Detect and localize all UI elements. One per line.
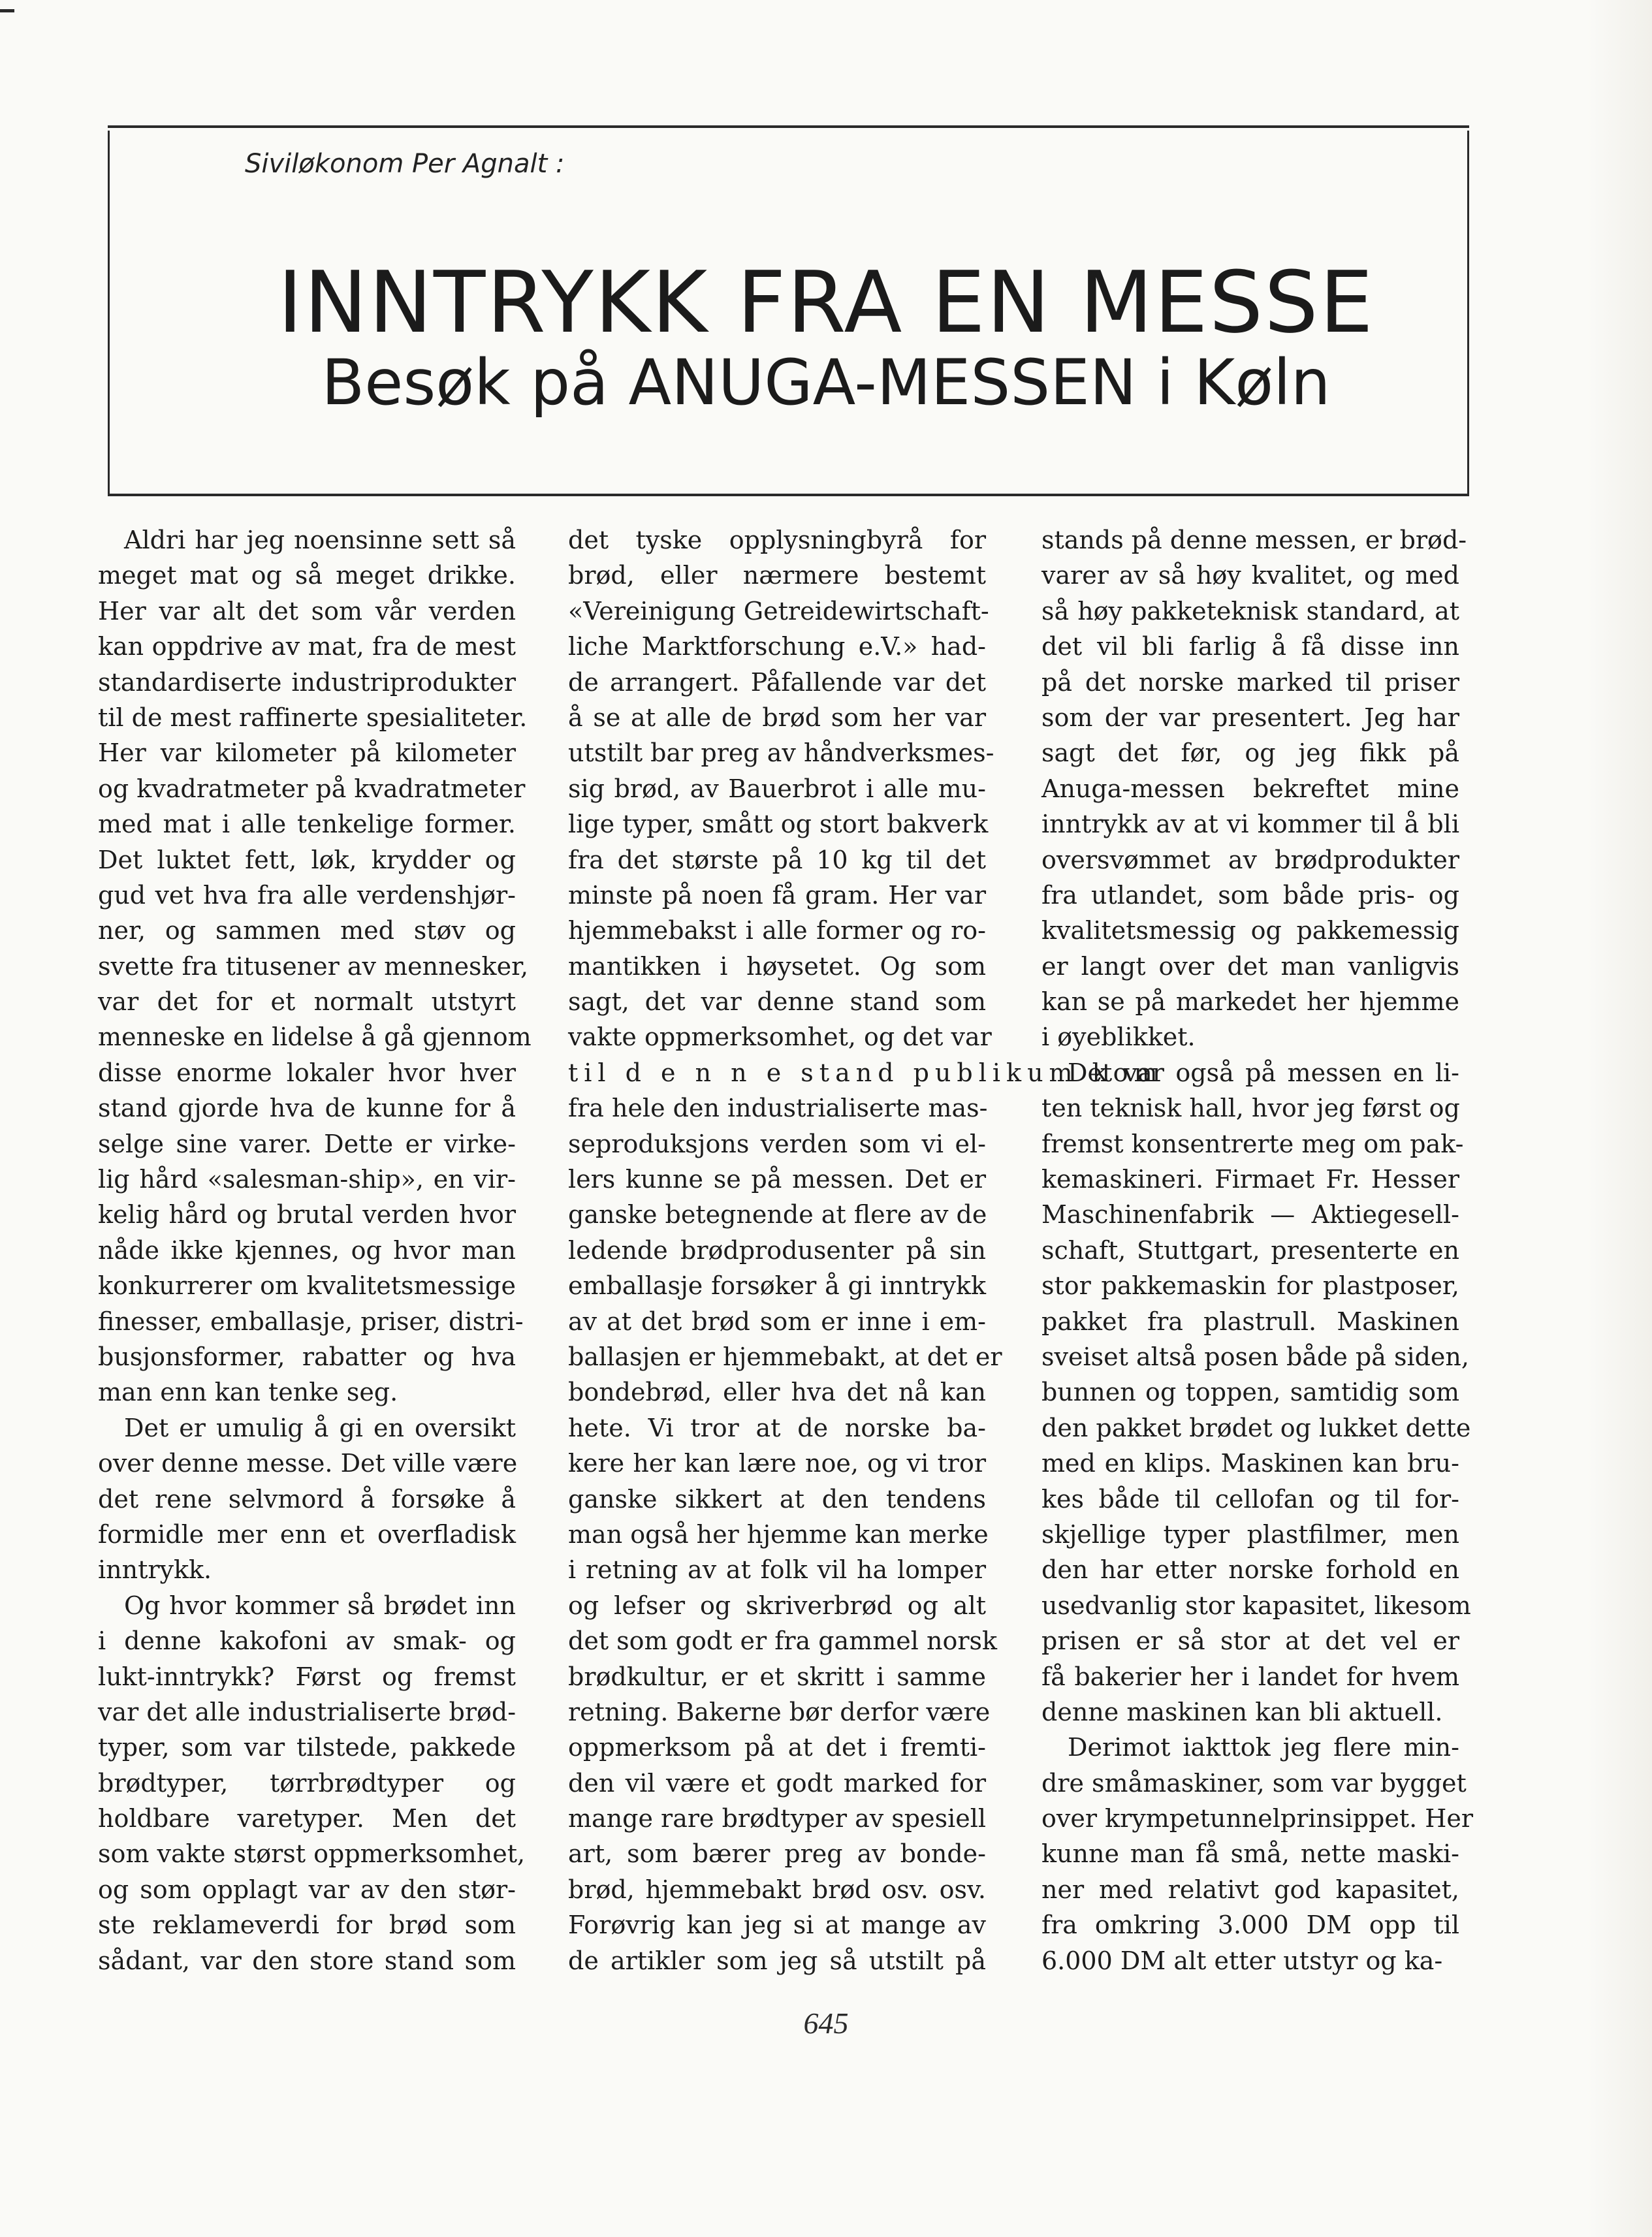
scan-corner-mark xyxy=(0,9,14,12)
text-line: Anuga-messen bekreftet mine xyxy=(1041,774,1459,803)
text-line: kere her kan lære noe, og vi tror xyxy=(568,1449,986,1478)
text-line: ledende brødprodusenter på sin xyxy=(568,1235,986,1265)
text-line: fra det største på 10 kg til det xyxy=(568,845,986,874)
text-line: typer, som var tilstede, pakkede xyxy=(98,1733,516,1762)
text-line: Aldri har jeg noensinne sett så xyxy=(124,526,516,554)
text-line: den har etter norske forhold en xyxy=(1041,1555,1459,1585)
text-line: så høy pakketeknisk standard, at xyxy=(1041,596,1459,626)
text-line: finesser, emballasje, priser, distri- xyxy=(98,1307,524,1336)
text-line: stand gjorde hva de kunne for å xyxy=(98,1094,516,1123)
text-line: de artikler som jeg så utstilt på xyxy=(568,1946,986,1975)
text-line: brødtyper, tørrbrødtyper og xyxy=(98,1768,516,1798)
text-line: Og hvor kommer så brødet inn xyxy=(124,1591,516,1620)
text-line: Det var også på messen en li- xyxy=(1068,1058,1459,1087)
text-line: den pakket brødet og lukket dette xyxy=(1041,1413,1471,1442)
text-column-3 xyxy=(1041,522,1474,1978)
text-line: av at det brød som er inne i em- xyxy=(568,1307,986,1336)
text-line: man enn kan tenke seg. xyxy=(98,1378,398,1407)
text-line: busjonsformer, rabatter og hva xyxy=(98,1342,516,1371)
text-line: ner, og sammen med støv og xyxy=(98,916,516,945)
text-line: holdbare varetyper. Men det xyxy=(98,1804,516,1833)
text-line: dre småmaskiner, som var bygget xyxy=(1041,1768,1467,1798)
text-line: kunne man få små, nette maski- xyxy=(1041,1839,1459,1869)
text-line: kemaskineri. Firmaet Fr. Hesser xyxy=(1041,1165,1459,1194)
text-line: Maschinenfabrik — Aktiegesell- xyxy=(1041,1200,1459,1230)
text-line: Her var alt det som vår verden xyxy=(98,596,516,626)
text-line: stor pakkemaskin for plastposer, xyxy=(1041,1271,1459,1301)
text-line: over denne messe. Det ville være xyxy=(98,1449,518,1478)
text-line: art, som bærer preg av bonde- xyxy=(568,1839,986,1869)
text-line: sådant, var den store stand som xyxy=(98,1946,516,1975)
text-line: den vil være et godt marked for xyxy=(568,1768,986,1798)
text-line: kan se på markedet her hjemme xyxy=(1041,987,1459,1017)
text-line: brødkultur, er et skritt i samme xyxy=(568,1662,986,1691)
text-line: kelig hård og brutal verden hvor xyxy=(98,1200,516,1230)
text-line: i øyeblikket. xyxy=(1041,1023,1196,1052)
text-line: de arrangert. Påfallende var det xyxy=(568,667,986,697)
text-line: schaft, Stuttgart, presenterte en xyxy=(1041,1235,1459,1265)
text-column-1 xyxy=(98,522,532,1978)
text-line: og som opplagt var av den stør- xyxy=(98,1875,516,1904)
text-line: fra utlandet, som både pris- og xyxy=(1041,880,1459,910)
text-line: Det luktet fett, løk, krydder og xyxy=(98,845,516,874)
text-line: fra omkring 3.000 DM opp til xyxy=(1041,1911,1459,1940)
text-line: hjemmebakst i alle former og ro- xyxy=(568,916,986,945)
text-line: det tyske opplysningbyrå for xyxy=(568,526,986,554)
text-line: og lefser og skriverbrød og alt xyxy=(568,1591,986,1620)
text-line: med mat i alle tenkelige former. xyxy=(98,810,516,839)
text-line: gud vet hva fra alle verdenshjør- xyxy=(98,880,516,910)
text-line: kes både til cellofan og til for- xyxy=(1041,1484,1459,1514)
text-line: stands på denne messen, er brød- xyxy=(1041,526,1467,554)
text-line: det som godt er fra gammel norsk xyxy=(568,1626,998,1656)
text-line: i denne kakofoni av smak- og xyxy=(98,1626,516,1656)
author-byline: Siviløkonom Per Agnalt : xyxy=(245,149,565,179)
text-line: lig hård «salesman-ship», en vir- xyxy=(98,1165,516,1194)
text-line: denne maskinen kan bli aktuell. xyxy=(1041,1697,1443,1726)
text-line: inntrykk. xyxy=(98,1555,212,1585)
text-line: utstilt bar preg av håndverksmes- xyxy=(568,738,994,768)
text-line: bunnen og toppen, samtidig som xyxy=(1041,1378,1459,1407)
text-line: lige typer, smått og stort bakverk xyxy=(568,810,989,839)
text-line: i retning av at folk vil ha lomper xyxy=(568,1555,986,1585)
text-line: var det alle industrialiserte brød- xyxy=(98,1697,516,1726)
text-line: var det for et normalt utstyrt xyxy=(98,987,516,1017)
text-line: med en klips. Maskinen kan bru- xyxy=(1041,1449,1459,1478)
text-line: skjellige typer plastfilmer, men xyxy=(1041,1519,1459,1549)
text-line: som der var presentert. Jeg har xyxy=(1041,703,1459,732)
text-line: formidle mer enn et overfladisk xyxy=(98,1519,516,1549)
text-line: som vakte størst oppmerksomhet, xyxy=(98,1839,526,1869)
text-line: over krympetunnelprinsippet. Her xyxy=(1041,1804,1474,1833)
text-line: emballasje forsøker å gi inntrykk xyxy=(568,1271,986,1301)
text-line: lers kunne se på messen. Det er xyxy=(568,1165,986,1194)
text-line: og kvadratmeter på kvadratmeter xyxy=(98,774,526,803)
text-line: Her var kilometer på kilometer xyxy=(98,738,516,768)
text-line: menneske en lidelse å gå gjennom xyxy=(98,1023,532,1052)
text-line: det rene selvmord å forsøke å xyxy=(98,1484,516,1514)
text-line: ste reklameverdi for brød som xyxy=(98,1911,516,1940)
text-line: oversvømmet av brødprodukter xyxy=(1041,845,1459,874)
text-line: oppmerksom på at det i fremti- xyxy=(568,1733,986,1762)
text-line: brød, eller nærmere bestemt xyxy=(568,561,986,590)
text-line: pakket fra plastrull. Maskinen xyxy=(1041,1307,1459,1336)
text-line: sveiset altså posen både på siden, xyxy=(1041,1342,1469,1371)
text-line: er langt over det man vanligvis xyxy=(1041,951,1459,981)
text-line: sig brød, av Bauerbrot i alle mu- xyxy=(568,774,986,803)
text-line: brød, hjemmebakt brød osv. osv. xyxy=(568,1875,986,1904)
text-line: sagt, det var denne stand som xyxy=(568,987,986,1017)
text-line: inntrykk av at vi kommer til å bli xyxy=(1041,810,1459,839)
text-line: på det norske marked til priser xyxy=(1041,667,1459,697)
text-line: usedvanlig stor kapasitet, likesom xyxy=(1041,1591,1471,1620)
text-line: varer av så høy kvalitet, og med xyxy=(1041,561,1459,590)
text-line: få bakerier her i landet for hvem xyxy=(1041,1662,1459,1691)
text-line: sagt det før, og jeg fikk på xyxy=(1041,738,1459,768)
text-line: vakte oppmerksomhet, og det var xyxy=(568,1023,992,1052)
text-line: liche Marktforschung e.V.» had- xyxy=(568,632,986,661)
text-line: kan oppdrive av mat, fra de mest xyxy=(98,632,516,661)
text-line: standardiserte industriprodukter xyxy=(98,667,516,697)
text-line: hete. Vi tror at de norske ba- xyxy=(568,1413,986,1442)
text-line: å se at alle de brød som her var xyxy=(568,703,986,732)
text-line: disse enorme lokaler hvor hver xyxy=(98,1058,516,1087)
text-line: lukt-inntrykk? Først og fremst xyxy=(98,1662,516,1691)
text-line: mantikken i høysetet. Og som xyxy=(568,951,986,981)
text-line: ner med relativt god kapasitet, xyxy=(1041,1875,1459,1904)
text-line: Derimot iakttok jeg flere min- xyxy=(1068,1733,1459,1762)
text-line: ballasjen er hjemmebakt, at det er xyxy=(568,1342,1002,1371)
text-line: «Vereinigung Getreidewirtschaft- xyxy=(568,596,989,626)
article-title: INNTRYKK FRA EN MESSE xyxy=(278,253,1374,353)
text-line: nåde ikke kjennes, og hvor man xyxy=(98,1235,516,1265)
text-line: seproduksjons verden som vi el- xyxy=(568,1129,986,1158)
page-number: 645 xyxy=(803,2007,849,2040)
text-line: fremst konsentrerte meg om pak- xyxy=(1041,1129,1464,1158)
text-line: man også her hjemme kan merke xyxy=(568,1519,989,1549)
text-line: retning. Bakerne bør derfor være xyxy=(568,1697,991,1726)
header-top-rule xyxy=(108,125,1469,128)
text-line: minste på noen få gram. Her var xyxy=(568,880,986,910)
text-line: ten teknisk hall, hvor jeg først og xyxy=(1041,1094,1460,1123)
text-line: prisen er så stor at det vel er xyxy=(1041,1626,1459,1656)
text-line: meget mat og så meget drikke. xyxy=(98,561,516,590)
text-line: kvalitetsmessig og pakkemessig xyxy=(1041,916,1459,945)
text-line: ganske betegnende at flere av de xyxy=(568,1200,987,1230)
text-line: fra hele den industrialiserte mas- xyxy=(568,1094,988,1123)
text-line: mange rare brødtyper av spesiell xyxy=(568,1804,987,1833)
text-line: bondebrød, eller hva det nå kan xyxy=(568,1378,986,1407)
text-line: konkurrerer om kvalitetsmessige xyxy=(98,1271,516,1301)
article-subtitle: Besøk på ANUGA-MESSEN i Køln xyxy=(321,346,1331,419)
text-line: ganske sikkert at den tendens xyxy=(568,1484,986,1514)
text-line: til de mest raffinerte spesialiteter. xyxy=(98,703,528,732)
text-line: svette fra titusener av mennesker, xyxy=(98,951,529,981)
text-line: Det er umulig å gi en oversikt xyxy=(124,1413,516,1442)
text-line: det vil bli farlig å få disse inn xyxy=(1041,632,1459,661)
text-line: 6.000 DM alt etter utstyr og ka- xyxy=(1041,1946,1443,1975)
text-line: til d e n n e stand publikum kom xyxy=(568,1058,1164,1087)
text-line: Forøvrig kan jeg si at mange av xyxy=(568,1911,986,1940)
text-line: selge sine varer. Dette er virke- xyxy=(98,1129,516,1158)
